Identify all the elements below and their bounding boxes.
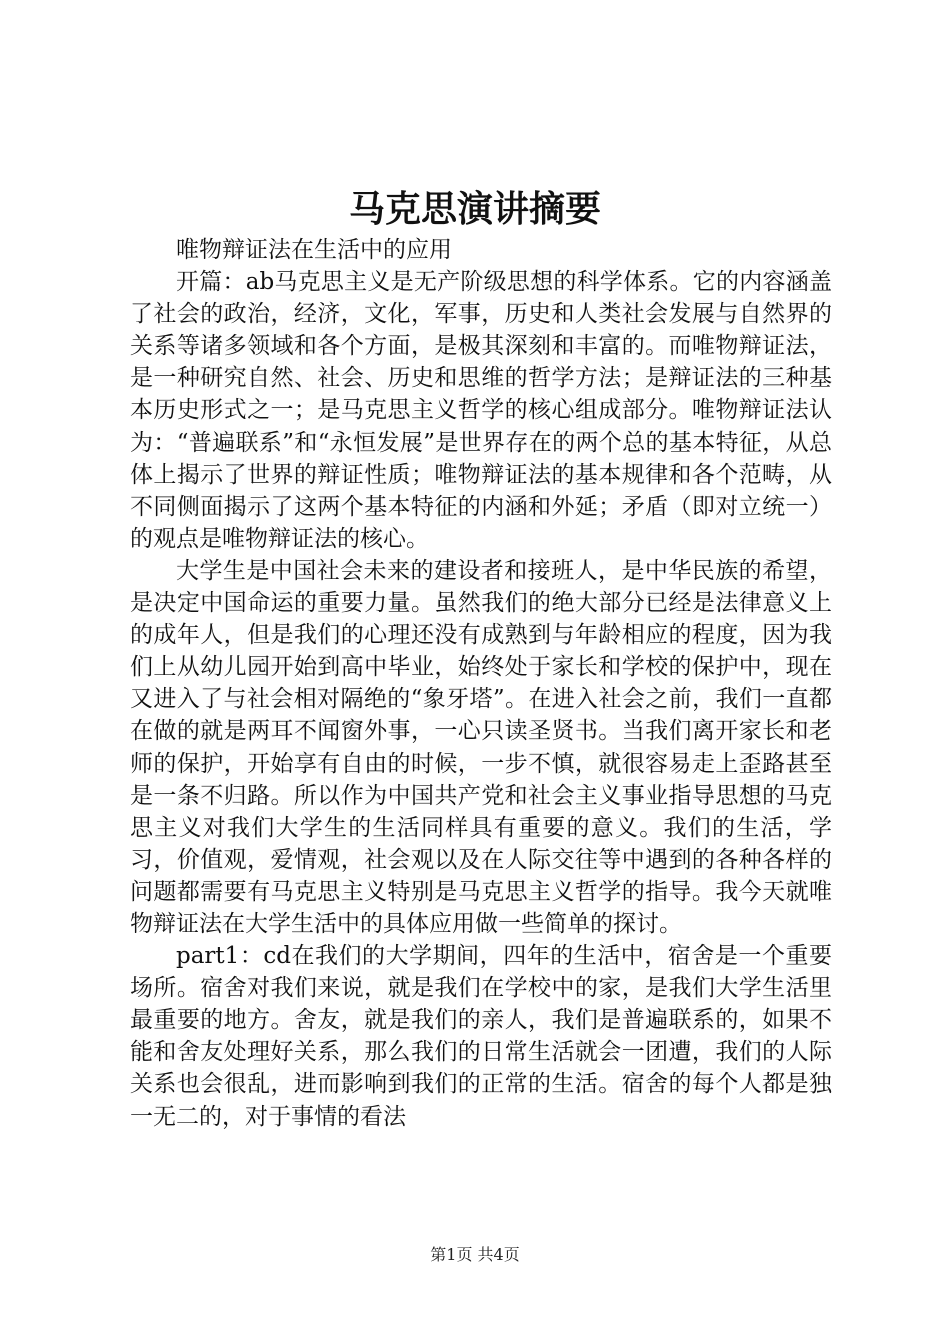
paragraph-opening: 开篇：ab马克思主义是无产阶级思想的科学体系。它的内容涵盖了社会的政治，经济，文化，军事，历史和人类社会发展与自然界的关系等诸多领域和各个方面，是极其深刻和丰富的。而唯物辩证法，是一种研究自然、社会、历史和思维的哲学方法；是辩证法的三种基本历史形式之一；是马克思主义哲学的核心组成部分。唯物辩证法认为：“普遍联系”和“永恒发展”是世界存在的两个总的基本特征，从总体上揭示了世界的辩证性质；唯物辩证法的基本规律和各个范畴，从不同侧面揭示了这两个基本特征的内涵和外延；矛盾（即对立统一）的观点是唯物辩证法的核心。 bbox=[130, 269, 832, 552]
paragraph-students: 大学生是中国社会未来的建设者和接班人，是中华民族的希望，是决定中国命运的重要力量。虽然我们的绝大部分已经是法律意义上的成年人，但是我们的心理还没有成熟到与年龄相应的程度，因为我们上从幼儿园开始到高中毕业，始终处于家长和学校的保护中，现在又进入了与社会相对隔绝的“象牙塔”。在进入社会之前，我们一直都在做的就是两耳不闻窗外事，一心只读圣贤书。当我们离开家长和老师的保护，开始享有自由的时候，一步不慎，就很容易走上歪路甚至是一条不归路。所以作为中国共产党和社会主义事业指导思想的马克思主义对我们大学生的生活同样具有重要的意义。我们的生活，学习，价值观，爱情观，社会观以及在人际交往等中遇到的各种各样的问题都需要有马克思主义特别是马克思主义哲学的指导。我今天就唯物辩证法在大学生活中的具体应用做一些简单的探讨。 bbox=[130, 557, 832, 937]
paragraph-part1: part1：cd在我们的大学期间，四年的生活中，宿舍是一个重要场所。宿舍对我们来说，就是我们在学校中的家，是我们大学生活里最重要的地方。舍友，就是我们的亲人，我们是普遍联系的，如果不能和舍友处理好关系，那么我们的日常生活就会一团遭，我们的人际关系也会很乱，进而影响到我们的正常的生活。宿舍的每个人都是独一无二的，对于事情的看法 bbox=[130, 943, 832, 1130]
document-title: 马克思演讲摘要 bbox=[348, 188, 601, 230]
document-body bbox=[130, 234, 832, 1133]
subtitle-paragraph: 唯物辩证法在生活中的应用 bbox=[176, 237, 452, 263]
page-footer: 第1页 共4页 bbox=[430, 1245, 520, 1264]
